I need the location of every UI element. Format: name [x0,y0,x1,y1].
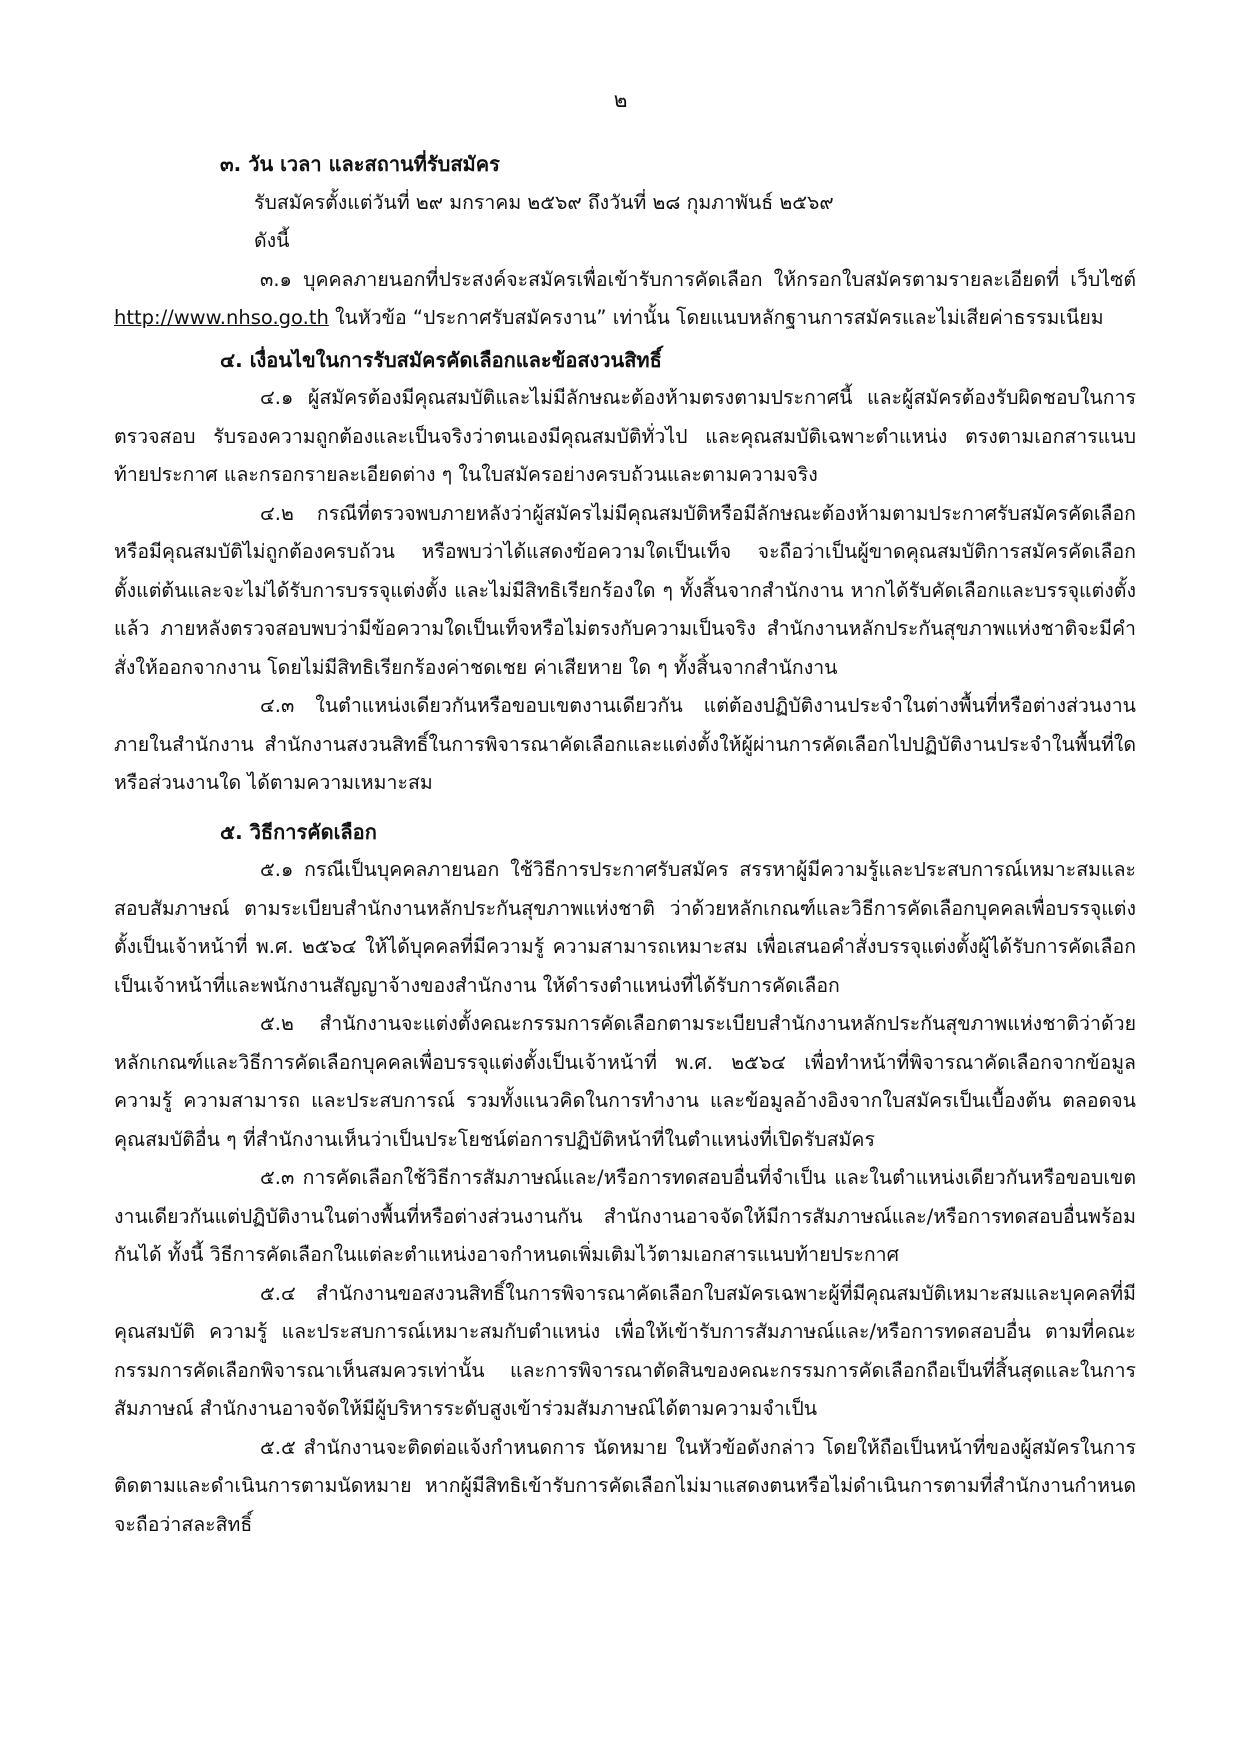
nhso-website-link[interactable]: http://www.nhso.go.th [114,306,329,329]
section-3-1-text: ๓.๑ บุคคลภายนอกที่ประสงค์จะสมัครเพื่อเข้ารับการคัดเลือก ให้กรอกใบสมัครตามรายละเอียดที่ เว็บไซต์ [260,267,1136,291]
section-5-1-paragraph: ๕.๑ กรณีเป็นบุคคลภายนอก ใช้วิธีการประกาศรับสมัคร สรรหาผู้มีความรู้และประสบการณ์เหมาะสมและสอบสัมภาษณ์ ตามระเบียบสำนักงานหลักประกันสุขภาพแห่งชาติ ว่าด้วยหลักเกณฑ์และวิธีการคัดเลือกบุคคลเพื่อบรรจุแต่งตั้งเป็นเจ้าหน้าที่ พ.ศ. ๒๕๖๔ ให้ได้บุคคลที่มีความรู้ ความสามารถเหมาะสม เพื่อเสนอคำสั่งบรรจุแต่งตั้งผู้ได้รับการคัดเลือกเป็นเจ้าหน้าที่และพนักงานสัญญาจ้างของสำนักงาน ให้ดำรงตำแหน่งที่ได้รับการคัดเลือก [114,858,1136,997]
section-4-heading: ๔. เงื่อนไขในการรับสมัครคัดเลือกและข้อสงวนสิทธิ์ [220,347,662,372]
section-5-heading: ๕. วิธีการคัดเลือก [220,819,377,844]
section-3-1-paragraph [114,261,1136,338]
document-body [114,145,1136,1544]
section-4-1-paragraph: ๔.๑ ผู้สมัครต้องมีคุณสมบัติและไม่มีลักษณะต้องห้ามตรงตามประกาศนี้ และผู้สมัครต้องรับผิดชอบในการตรวจสอบ รับรองความถูกต้องและเป็นจริงว่าตนเองมีคุณสมบัติทั่วไป และคุณสมบัติเฉพาะตำแหน่ง ตรงตามเอกสารแนบท้ายประกาศ และกรอกรายละเอียดต่าง ๆ ในใบสมัครอย่างครบถ้วนและตามความจริง [114,386,1136,486]
section-3-1-text-end: ในหัวข้อ “ประกาศรับสมัครงาน” เท่านั้น โดยแนบหลักฐานการสมัครและไม่เสียค่าธรรมเนียม [328,306,1104,329]
section-4-2-paragraph: ๔.๒ กรณีที่ตรวจพบภายหลังว่าผู้สมัครไม่มีคุณสมบัติหรือมีลักษณะต้องห้ามตามประกาศรับสมัครคัดเลือก หรือมีคุณสมบัติไม่ถูกต้องครบถ้วน หรือพบว่าได้แสดงข้อความใดเป็นเท็จ จะถือว่าเป็นผู้ขาดคุณสมบัติการสมัครคัดเลือกตั้งแต่ต้นและจะไม่ได้รับการบรรจุแต่งตั้ง และไม่มีสิทธิเรียกร้องใด ๆ ทั้งสิ้นจากสำนักงาน หากได้รับคัดเลือกและบรรจุแต่งตั้งแล้ว ภายหลังตรวจสอบพบว่ามีข้อความใดเป็นเท็จหรือไม่ตรงกับความเป็นจริง สำนักงานหลักประกันสุขภาพแห่งชาติจะมีคำสั่งให้ออกจากงาน โดยไม่มีสิทธิเรียกร้องค่าชดเชย ค่าเสียหาย ใด ๆ ทั้งสิ้นจากสำนักงาน [114,501,1136,679]
section-5-3-paragraph: ๕.๓ การคัดเลือกใช้วิธีการสัมภาษณ์และ/หรือการทดสอบอื่นที่จำเป็น และในตำแหน่งเดียวกันหรือขอบเขตงานเดียวกันแต่ปฏิบัติงานในต่างพื้นที่หรือต่างส่วนงานกัน สำนักงานอาจจัดให้มีการสัมภาษณ์และ/หรือการทดสอบอื่นพร้อมกันได้ ทั้งนี้ วิธีการคัดเลือกในแต่ละตำแหน่งอาจกำหนดเพิ่มเติมไว้ตามเอกสารแนบท้ายประกาศ [114,1166,1136,1266]
section-5-4-paragraph: ๕.๔ สำนักงานขอสงวนสิทธิ์ในการพิจารณาคัดเลือกใบสมัครเฉพาะผู้ที่มีคุณสมบัติเหมาะสมและบุคคลที่มีคุณสมบัติ ความรู้ และประสบการณ์เหมาะสมกับตำแหน่ง เพื่อให้เข้ารับการสัมภาษณ์และ/หรือการทดสอบอื่น ตามที่คณะกรรมการคัดเลือกพิจารณาเห็นสมควรเท่านั้น และการพิจารณาตัดสินของคณะกรรมการคัดเลือกถือเป็นที่สิ้นสุดและในการสัมภาษณ์ สำนักงานอาจจัดให้มีผู้บริหารระดับสูงเข้าร่วมสัมภาษณ์ได้ตามความจำเป็น [114,1281,1136,1420]
section-5-5-paragraph: ๕.๕ สำนักงานจะติดต่อแจ้งกำหนดการ นัดหมาย ในหัวข้อดังกล่าว โดยให้ถือเป็นหน้าที่ของผู้สมัครในการติดตามและดำเนินการตามนัดหมาย หากผู้มีสิทธิเข้ารับการคัดเลือกไม่มาแสดงตนหรือไม่ดำเนินการตามที่สำนักงานกำหนด จะถือว่าสละสิทธิ์ [114,1435,1136,1536]
as-follows-label: ดังนี้ [254,229,290,252]
section-3-heading: ๓. วัน เวลา และสถานที่รับสมัคร [220,152,500,176]
application-period: รับสมัครตั้งแต่วันที่ ๒๙ มกราคม ๒๕๖๙ ถึงวันที่ ๒๘ กุมภาพันธ์ ๒๕๖๙ [254,190,834,214]
page-number: ๒ [613,88,628,112]
section-5-2-paragraph: ๕.๒ สำนักงานจะแต่งตั้งคณะกรรมการคัดเลือกตามระเบียบสำนักงานหลักประกันสุขภาพแห่งชาติว่าด้วยหลักเกณฑ์และวิธีการคัดเลือกบุคคลเพื่อบรรจุแต่งตั้งเป็นเจ้าหน้าที่ พ.ศ. ๒๕๖๔ เพื่อทำหน้าที่พิจารณาคัดเลือกจากข้อมูล ความรู้ ความสามารถ และประสบการณ์ รวมทั้งแนวคิดในการทำงาน และข้อมูลอ้างอิงจากใบสมัครเป็นเบื้องต้น ตลอดจนคุณสมบัติอื่น ๆ ที่สำนักงานเห็นว่าเป็นประโยชน์ต่อการปฏิบัติหน้าที่ในตำแหน่งที่เปิดรับสมัคร [114,1012,1136,1151]
section-4-3-paragraph: ๔.๓ ในตำแหน่งเดียวกันหรือขอบเขตงานเดียวกัน แต่ต้องปฏิบัติงานประจำในต่างพื้นที่หรือต่างส่วนงานภายในสำนักงาน สำนักงานสงวนสิทธิ์ในการพิจารณาคัดเลือกและแต่งตั้งให้ผู้ผ่านการคัดเลือกไปปฏิบัติงานประจำในพื้นที่ใด หรือส่วนงานใด ได้ตามความเหมาะสม [114,694,1136,794]
